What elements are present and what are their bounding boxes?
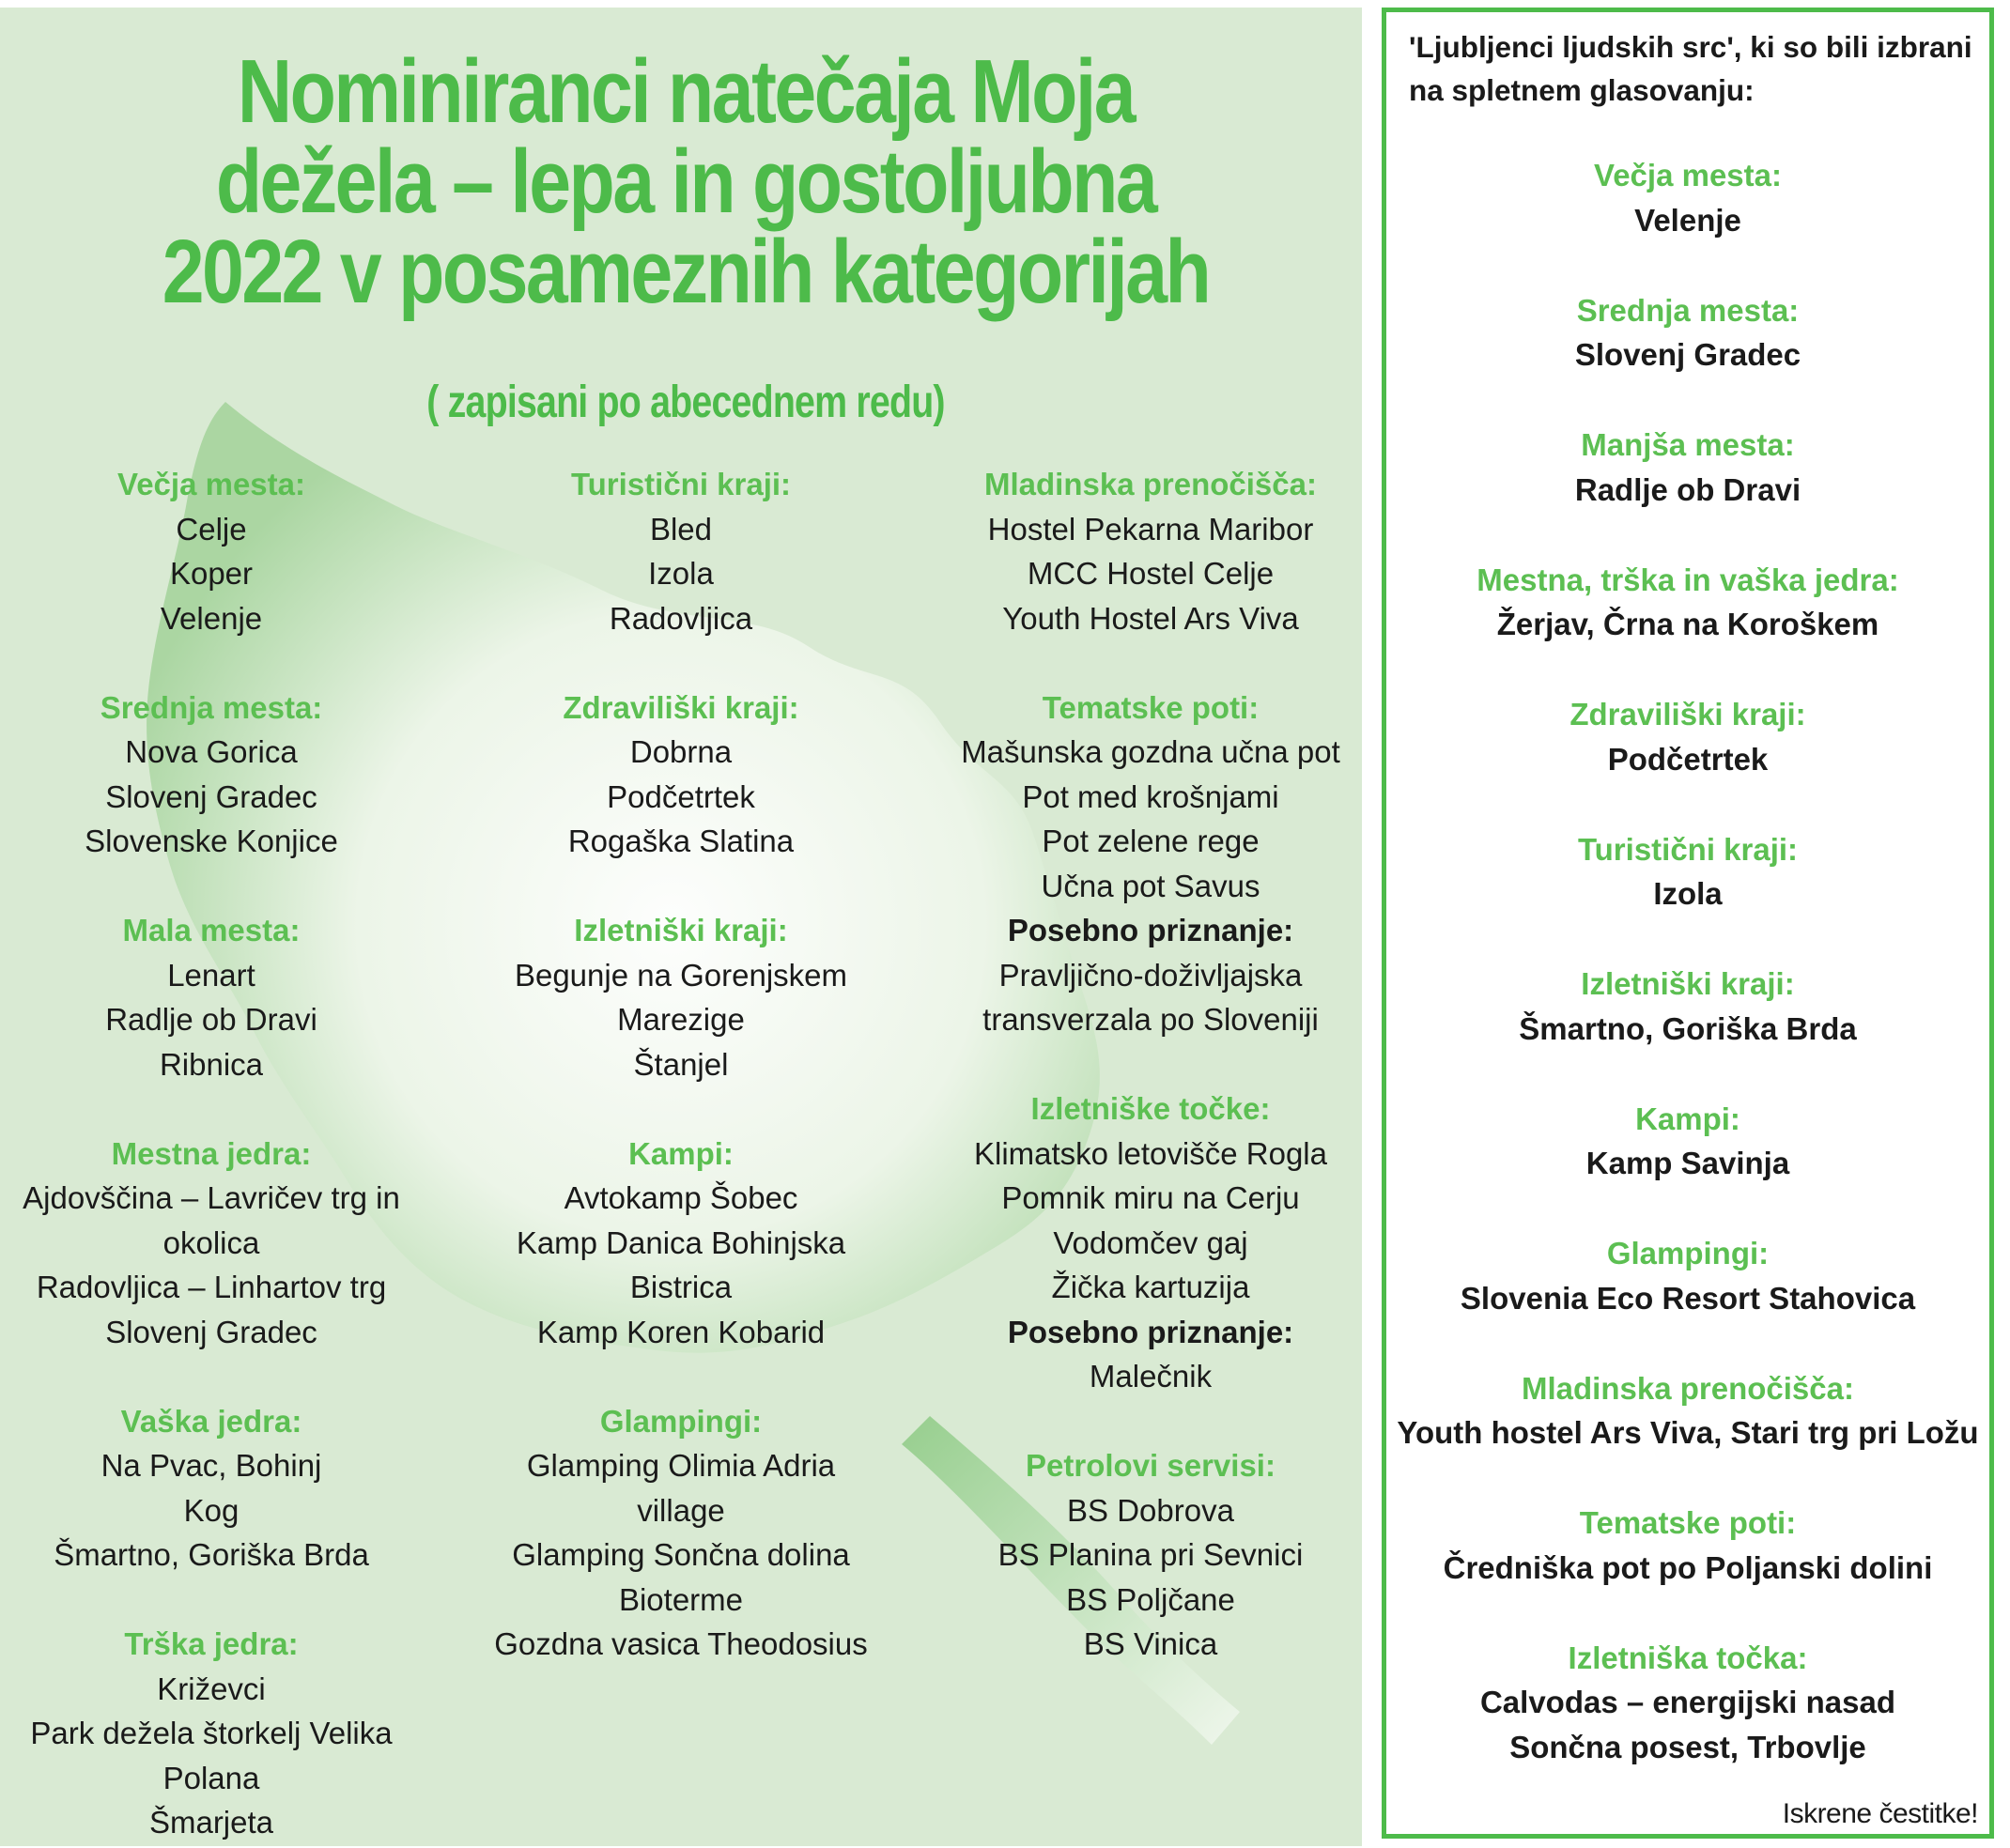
favourite-category: Izletniški kraji: — [1581, 966, 1795, 1001]
nominee-item: MCC Hostel Celje — [1027, 556, 1275, 591]
category-title: Tematske poti: — [1042, 689, 1260, 725]
category-block — [446, 685, 916, 864]
favourites-panel — [1382, 8, 1994, 1839]
nominee-item: BS Planina pri Sevnici — [997, 1537, 1304, 1572]
nominee-item: Glamping Sončna dolina — [512, 1537, 850, 1572]
nominee-item: Radovljica — [609, 600, 753, 636]
nominees-column-1 — [0, 462, 423, 1846]
favourite-block — [1386, 1231, 1989, 1320]
favourite-block — [1386, 558, 1989, 647]
nominee-item: Bistrica — [629, 1270, 733, 1304]
favourite-block — [1386, 692, 1989, 781]
favourite-category: Večja mesta: — [1594, 158, 1782, 192]
favourite-block — [1386, 153, 1989, 242]
title-line: Nominiranci natečaja Moja — [237, 41, 1135, 142]
category-title: Mestna jedra: — [111, 1135, 312, 1171]
favourite-block — [1386, 962, 1989, 1051]
favourite-winner: Calvodas – energijski nasad Sončna posest, Trbovlje — [1479, 1685, 1896, 1764]
congratulations-text: Iskrene čestitke! — [1782, 1798, 1978, 1829]
favourite-category: Glampingi: — [1606, 1236, 1770, 1270]
favourite-block — [1386, 1097, 1989, 1186]
category-block — [0, 1399, 423, 1578]
nominee-item: Križevci — [157, 1671, 266, 1706]
favourite-category: Srednja mesta: — [1576, 292, 1800, 328]
favourite-block — [1386, 1366, 1989, 1455]
nominee-item: transverzala po Sloveniji — [982, 1002, 1319, 1037]
category-block — [0, 1132, 423, 1355]
category-title: Zdraviliški kraji: — [563, 689, 799, 725]
nominee-item: Ajdovščina – Lavričev trg in — [23, 1180, 400, 1215]
nominee-item: Dobrna — [629, 734, 733, 769]
nominee-item: village — [637, 1492, 725, 1528]
nominees-column-2 — [446, 462, 916, 1711]
nominee-item: Glamping Olimia Adria — [526, 1448, 836, 1483]
nominee-item: Celje — [176, 511, 247, 547]
category-block — [925, 462, 1362, 640]
favourite-block — [1386, 1636, 1989, 1770]
nominee-item: Radovljica – Linhartov trg — [36, 1270, 387, 1304]
category-block — [925, 685, 1362, 1042]
category-block — [446, 1132, 916, 1355]
nominee-item: Šmarjeta — [148, 1805, 274, 1840]
nominee-item: Mašunska gozdna učna pot — [961, 734, 1340, 769]
nominee-item: Nova Gorica — [125, 734, 298, 769]
favourite-category: Mestna, trška in vaška jedra: — [1477, 562, 1899, 597]
page-subtitle: ( zapisani po abecednem redu) — [426, 377, 945, 427]
favourite-winner: Slovenia Eco Resort Stahovica — [1460, 1280, 1916, 1316]
nominee-item: Lenart — [167, 957, 255, 993]
nominee-item: Žička kartuzija — [1051, 1270, 1250, 1304]
nominee-item: Rogaška Slatina — [567, 824, 795, 858]
category-block — [0, 462, 423, 640]
favourite-winner: Čredniška pot po Poljanski dolini — [1443, 1549, 1933, 1585]
favourite-winner: Slovenj Gradec — [1574, 337, 1801, 372]
nominee-item: Begunje na Gorenjskem — [514, 957, 848, 993]
nominees-column-3 — [925, 462, 1362, 1711]
nominee-item: Izola — [648, 556, 714, 591]
nominee-item: BS Dobrova — [1067, 1492, 1234, 1528]
category-title: Mladinska prenočišča: — [984, 467, 1317, 501]
nominee-item: Slovenske Konjice — [85, 824, 338, 858]
nominee-item: Polana — [162, 1760, 260, 1795]
category-block — [925, 1443, 1362, 1667]
nominee-item: Kog — [183, 1492, 240, 1528]
nominee-item: Gozdna vasica Theodosius — [494, 1626, 868, 1661]
category-title: Turistični kraji: — [570, 467, 792, 501]
page-title — [133, 41, 1238, 322]
nominee-item: Bioterme — [618, 1581, 744, 1617]
favourite-category: Kampi: — [1635, 1101, 1740, 1136]
title-line: 2022 v posameznih kategorijah — [162, 222, 1210, 322]
favourite-category: Zdraviliški kraji: — [1569, 697, 1806, 732]
favourite-category: Manjša mesta: — [1581, 427, 1795, 462]
nominee-item: Koper — [169, 556, 254, 591]
nominee-item: Učna pot Savus — [1041, 868, 1260, 903]
favourite-winner: Izola — [1653, 876, 1723, 911]
nominee-item: Pot med krošnjami — [1022, 778, 1279, 814]
category-title: Mala mesta: — [122, 913, 301, 947]
nominee-item: Kamp Koren Kobarid — [536, 1314, 826, 1349]
favourite-category: Mladinska prenočišča: — [1522, 1370, 1854, 1406]
category-title: Srednja mesta: — [100, 689, 323, 725]
nominee-item: Slovenj Gradec — [105, 778, 317, 814]
nominee-item: Malečnik — [1089, 1359, 1213, 1394]
category-title: Glampingi: — [599, 1403, 763, 1439]
nominee-item: Hostel Pekarna Maribor — [987, 511, 1314, 547]
nominee-item: Pravljično-doživljajska — [998, 957, 1303, 993]
category-title: Izletniški kraji: — [574, 913, 788, 947]
nominee-item: Na Pvac, Bohinj — [100, 1448, 322, 1483]
favourite-category: Izletniška točka: — [1568, 1640, 1808, 1675]
title-line: dežela – lepa in gostoljubna — [215, 131, 1156, 232]
nominee-item: Velenje — [160, 600, 263, 636]
favourite-winner: Velenje — [1634, 202, 1741, 238]
nominees-panel — [0, 8, 1362, 1846]
nominee-item: Vodomčev gaj — [1053, 1224, 1248, 1260]
nominee-item: Klimatsko letovišče Rogla — [974, 1135, 1327, 1171]
category-block — [0, 685, 423, 864]
favourite-category: Turistični kraji: — [1577, 831, 1799, 867]
nominee-item: Posebno priznanje: — [1007, 1314, 1294, 1349]
category-title: Trška jedra: — [124, 1626, 299, 1661]
favourite-winner: Šmartno, Goriška Brda — [1519, 1010, 1857, 1046]
category-block — [925, 1086, 1362, 1399]
favourites-intro: 'Ljubljenci ljudskih src', ki so bili izbrani na spletnem glasovanju: — [1409, 30, 1972, 107]
nominee-item: Park dežela štorkelj Velika — [30, 1716, 393, 1750]
nominee-item: BS Poljčane — [1066, 1581, 1235, 1617]
nominee-item: okolica — [162, 1224, 260, 1260]
favourite-winner: Radlje ob Dravi — [1574, 471, 1801, 507]
nominee-item: Pot zelene rege — [1042, 824, 1260, 858]
nominee-item: Slovenj Gradec — [105, 1314, 317, 1349]
favourite-winner: Podčetrtek — [1607, 741, 1769, 777]
category-title: Kampi: — [628, 1135, 734, 1171]
nominee-item: Štanjel — [633, 1046, 729, 1082]
category-block — [0, 1622, 423, 1845]
favourite-block — [1386, 423, 1989, 512]
favourite-winner: Žerjav, Črna na Koroškem — [1496, 607, 1879, 641]
category-block — [446, 908, 916, 1086]
nominee-item: Ribnica — [159, 1046, 264, 1082]
nominee-item: Pomnik miru na Cerju — [1001, 1180, 1300, 1215]
category-title: Vaška jedra: — [120, 1403, 302, 1439]
nominee-item: Youth Hostel Ars Viva — [1002, 600, 1299, 636]
favourite-winner: Youth hostel Ars Viva, Stari trg pri Ložu — [1397, 1415, 1979, 1450]
nominee-item: Radlje ob Dravi — [105, 1002, 317, 1037]
favourite-block — [1386, 288, 1989, 377]
category-title: Petrolovi servisi: — [1026, 1448, 1276, 1483]
nominee-item: Marezige — [617, 1002, 745, 1037]
nominee-item: Kamp Danica Bohinjska — [516, 1224, 846, 1260]
favourite-category: Tematske poti: — [1579, 1505, 1797, 1540]
favourite-block — [1386, 827, 1989, 916]
favourite-winner: Kamp Savinja — [1585, 1146, 1790, 1180]
category-title: Izletniške točke: — [1030, 1091, 1271, 1126]
nominee-item: Podčetrtek — [607, 778, 755, 814]
nominee-item: Bled — [649, 511, 713, 547]
favourite-block — [1386, 1501, 1989, 1590]
nominee-item: Avtokamp Šobec — [564, 1180, 798, 1215]
favourites-list — [1386, 153, 1989, 1815]
category-title: Večja mesta: — [117, 467, 305, 501]
nominee-item: Šmartno, Goriška Brda — [54, 1537, 369, 1572]
nominee-item: Posebno priznanje: — [1007, 913, 1294, 947]
nominee-item: BS Vinica — [1083, 1626, 1218, 1661]
category-block — [446, 1399, 916, 1667]
category-block — [446, 462, 916, 640]
category-block — [0, 908, 423, 1086]
